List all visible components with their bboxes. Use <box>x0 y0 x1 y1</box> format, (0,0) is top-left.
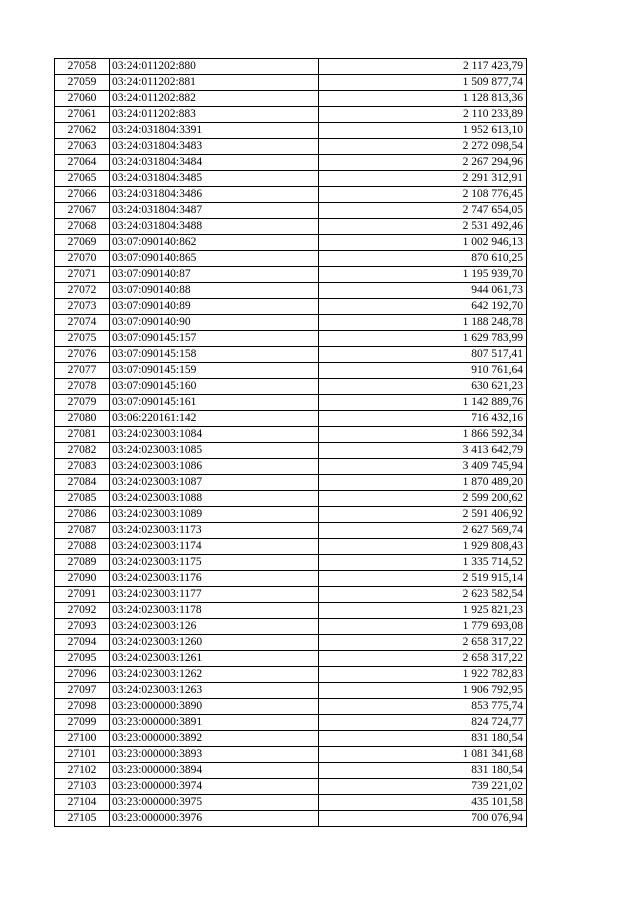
value-cell: 1 002 946,13 <box>319 235 527 251</box>
table-row <box>55 347 527 363</box>
value-cell: 2 117 423,79 <box>319 59 527 75</box>
table-row <box>55 539 527 555</box>
cadastral-number-cell: 03:24:023003:1173 <box>110 523 319 539</box>
table-row <box>55 443 527 459</box>
table-row <box>55 235 527 251</box>
value-cell: 1 779 693,08 <box>319 619 527 635</box>
row-number-cell: 27094 <box>55 635 110 651</box>
row-number-cell: 27085 <box>55 491 110 507</box>
row-number-cell: 27064 <box>55 155 110 171</box>
table-row <box>55 619 527 635</box>
table-row <box>55 555 527 571</box>
cadastral-number-cell: 03:07:090140:89 <box>110 299 319 315</box>
value-cell: 2 108 776,45 <box>319 187 527 203</box>
cadastral-number-cell: 03:06:220161:142 <box>110 411 319 427</box>
cadastral-number-cell: 03:07:090145:157 <box>110 331 319 347</box>
cadastral-number-cell: 03:23:000000:3890 <box>110 699 319 715</box>
table-row <box>55 651 527 667</box>
cadastral-value-table <box>54 58 527 827</box>
table-row <box>55 299 527 315</box>
value-cell: 831 180,54 <box>319 731 527 747</box>
cadastral-number-cell: 03:23:000000:3976 <box>110 811 319 827</box>
value-cell: 824 724,77 <box>319 715 527 731</box>
row-number-cell: 27077 <box>55 363 110 379</box>
table-row <box>55 715 527 731</box>
table-row <box>55 75 527 91</box>
value-cell: 1 866 592,34 <box>319 427 527 443</box>
table-row <box>55 59 527 75</box>
row-number-cell: 27058 <box>55 59 110 75</box>
row-number-cell: 27081 <box>55 427 110 443</box>
row-number-cell: 27082 <box>55 443 110 459</box>
row-number-cell: 27071 <box>55 267 110 283</box>
table-row <box>55 395 527 411</box>
cadastral-number-cell: 03:23:000000:3974 <box>110 779 319 795</box>
value-cell: 739 221,02 <box>319 779 527 795</box>
row-number-cell: 27093 <box>55 619 110 635</box>
cadastral-number-cell: 03:07:090140:88 <box>110 283 319 299</box>
row-number-cell: 27065 <box>55 171 110 187</box>
table-row <box>55 123 527 139</box>
value-cell: 435 101,58 <box>319 795 527 811</box>
table-row <box>55 699 527 715</box>
cadastral-number-cell: 03:24:031804:3391 <box>110 123 319 139</box>
cadastral-number-cell: 03:07:090140:87 <box>110 267 319 283</box>
table-row <box>55 427 527 443</box>
value-cell: 944 061,73 <box>319 283 527 299</box>
row-number-cell: 27105 <box>55 811 110 827</box>
row-number-cell: 27076 <box>55 347 110 363</box>
table-row <box>55 251 527 267</box>
table-row <box>55 523 527 539</box>
table-row <box>55 507 527 523</box>
value-cell: 1 142 889,76 <box>319 395 527 411</box>
table-row <box>55 331 527 347</box>
row-number-cell: 27080 <box>55 411 110 427</box>
row-number-cell: 27063 <box>55 139 110 155</box>
table-row <box>55 795 527 811</box>
value-cell: 2 599 200,62 <box>319 491 527 507</box>
value-cell: 1 922 782,83 <box>319 667 527 683</box>
value-cell: 1 188 248,78 <box>319 315 527 331</box>
value-cell: 3 409 745,94 <box>319 459 527 475</box>
table-row <box>55 283 527 299</box>
cadastral-number-cell: 03:24:011202:882 <box>110 91 319 107</box>
cadastral-number-cell: 03:24:023003:1085 <box>110 443 319 459</box>
cadastral-number-cell: 03:24:031804:3485 <box>110 171 319 187</box>
table-row <box>55 459 527 475</box>
table-row <box>55 779 527 795</box>
value-cell: 700 076,94 <box>319 811 527 827</box>
row-number-cell: 27092 <box>55 603 110 619</box>
row-number-cell: 27089 <box>55 555 110 571</box>
table-row <box>55 811 527 827</box>
value-cell: 2 267 294,96 <box>319 155 527 171</box>
table-row <box>55 155 527 171</box>
cadastral-number-cell: 03:24:023003:1177 <box>110 587 319 603</box>
cadastral-number-cell: 03:07:090145:159 <box>110 363 319 379</box>
row-number-cell: 27101 <box>55 747 110 763</box>
row-number-cell: 27070 <box>55 251 110 267</box>
value-cell: 630 621,23 <box>319 379 527 395</box>
row-number-cell: 27067 <box>55 203 110 219</box>
value-cell: 3 413 642,79 <box>319 443 527 459</box>
table-row <box>55 491 527 507</box>
row-number-cell: 27069 <box>55 235 110 251</box>
row-number-cell: 27097 <box>55 683 110 699</box>
row-number-cell: 27078 <box>55 379 110 395</box>
value-cell: 2 658 317,22 <box>319 651 527 667</box>
row-number-cell: 27068 <box>55 219 110 235</box>
table-row <box>55 219 527 235</box>
value-cell: 716 432,16 <box>319 411 527 427</box>
value-cell: 2 627 569,74 <box>319 523 527 539</box>
cadastral-number-cell: 03:24:031804:3488 <box>110 219 319 235</box>
row-number-cell: 27090 <box>55 571 110 587</box>
value-cell: 2 658 317,22 <box>319 635 527 651</box>
value-cell: 2 519 915,14 <box>319 571 527 587</box>
value-cell: 2 531 492,46 <box>319 219 527 235</box>
value-cell: 2 110 233,89 <box>319 107 527 123</box>
cadastral-number-cell: 03:07:090140:90 <box>110 315 319 331</box>
table-row <box>55 731 527 747</box>
table-row <box>55 171 527 187</box>
table-row <box>55 587 527 603</box>
row-number-cell: 27083 <box>55 459 110 475</box>
cadastral-number-cell: 03:07:090140:862 <box>110 235 319 251</box>
cadastral-number-cell: 03:07:090145:161 <box>110 395 319 411</box>
table-row <box>55 683 527 699</box>
cadastral-number-cell: 03:24:023003:1263 <box>110 683 319 699</box>
cadastral-number-cell: 03:07:090140:865 <box>110 251 319 267</box>
row-number-cell: 27074 <box>55 315 110 331</box>
cadastral-number-cell: 03:24:023003:1260 <box>110 635 319 651</box>
value-cell: 1 128 813,36 <box>319 91 527 107</box>
value-cell: 870 610,25 <box>319 251 527 267</box>
table-row <box>55 363 527 379</box>
table-row <box>55 411 527 427</box>
table-row <box>55 91 527 107</box>
cadastral-number-cell: 03:24:023003:1178 <box>110 603 319 619</box>
value-cell: 853 775,74 <box>319 699 527 715</box>
value-cell: 642 192,70 <box>319 299 527 315</box>
value-cell: 1 952 613,10 <box>319 123 527 139</box>
cadastral-number-cell: 03:24:011202:883 <box>110 107 319 123</box>
row-number-cell: 27066 <box>55 187 110 203</box>
table-row <box>55 107 527 123</box>
table-row <box>55 475 527 491</box>
row-number-cell: 27079 <box>55 395 110 411</box>
value-cell: 2 747 654,05 <box>319 203 527 219</box>
table-row <box>55 747 527 763</box>
value-cell: 1 081 341,68 <box>319 747 527 763</box>
cadastral-number-cell: 03:24:023003:1089 <box>110 507 319 523</box>
cadastral-number-cell: 03:24:023003:1088 <box>110 491 319 507</box>
table-row <box>55 763 527 779</box>
row-number-cell: 27084 <box>55 475 110 491</box>
cadastral-number-cell: 03:07:090145:160 <box>110 379 319 395</box>
cadastral-number-cell: 03:23:000000:3892 <box>110 731 319 747</box>
table-row <box>55 635 527 651</box>
cadastral-number-cell: 03:24:011202:880 <box>110 59 319 75</box>
cadastral-number-cell: 03:24:023003:1084 <box>110 427 319 443</box>
value-cell: 2 291 312,91 <box>319 171 527 187</box>
cadastral-number-cell: 03:24:023003:1176 <box>110 571 319 587</box>
value-cell: 1 195 939,70 <box>319 267 527 283</box>
row-number-cell: 27072 <box>55 283 110 299</box>
row-number-cell: 27103 <box>55 779 110 795</box>
cadastral-number-cell: 03:24:023003:1261 <box>110 651 319 667</box>
value-cell: 2 623 582,54 <box>319 587 527 603</box>
table-row <box>55 139 527 155</box>
value-cell: 1 925 821,23 <box>319 603 527 619</box>
row-number-cell: 27100 <box>55 731 110 747</box>
table-row <box>55 379 527 395</box>
table-row <box>55 571 527 587</box>
table-body <box>55 59 527 827</box>
value-cell: 1 509 877,74 <box>319 75 527 91</box>
row-number-cell: 27086 <box>55 507 110 523</box>
row-number-cell: 27075 <box>55 331 110 347</box>
cadastral-number-cell: 03:24:023003:126 <box>110 619 319 635</box>
cadastral-number-cell: 03:24:031804:3486 <box>110 187 319 203</box>
table-row <box>55 667 527 683</box>
cadastral-number-cell: 03:24:031804:3484 <box>110 155 319 171</box>
row-number-cell: 27060 <box>55 91 110 107</box>
table-row <box>55 267 527 283</box>
row-number-cell: 27102 <box>55 763 110 779</box>
cadastral-number-cell: 03:24:023003:1174 <box>110 539 319 555</box>
value-cell: 910 761,64 <box>319 363 527 379</box>
cadastral-number-cell: 03:24:031804:3487 <box>110 203 319 219</box>
cadastral-number-cell: 03:24:011202:881 <box>110 75 319 91</box>
value-cell: 1 929 808,43 <box>319 539 527 555</box>
row-number-cell: 27059 <box>55 75 110 91</box>
row-number-cell: 27088 <box>55 539 110 555</box>
row-number-cell: 27073 <box>55 299 110 315</box>
row-number-cell: 27104 <box>55 795 110 811</box>
value-cell: 2 272 098,54 <box>319 139 527 155</box>
value-cell: 831 180,54 <box>319 763 527 779</box>
cadastral-number-cell: 03:23:000000:3975 <box>110 795 319 811</box>
value-cell: 1 870 489,20 <box>319 475 527 491</box>
cadastral-number-cell: 03:23:000000:3894 <box>110 763 319 779</box>
table-row <box>55 315 527 331</box>
cadastral-number-cell: 03:24:023003:1086 <box>110 459 319 475</box>
cadastral-number-cell: 03:24:023003:1087 <box>110 475 319 491</box>
cadastral-number-cell: 03:24:023003:1175 <box>110 555 319 571</box>
value-cell: 1 335 714,52 <box>319 555 527 571</box>
value-cell: 2 591 406,92 <box>319 507 527 523</box>
row-number-cell: 27096 <box>55 667 110 683</box>
table-row <box>55 203 527 219</box>
table-row <box>55 187 527 203</box>
row-number-cell: 27061 <box>55 107 110 123</box>
row-number-cell: 27091 <box>55 587 110 603</box>
cadastral-number-cell: 03:23:000000:3891 <box>110 715 319 731</box>
row-number-cell: 27098 <box>55 699 110 715</box>
value-cell: 1 906 792,95 <box>319 683 527 699</box>
value-cell: 807 517,41 <box>319 347 527 363</box>
row-number-cell: 27062 <box>55 123 110 139</box>
cadastral-number-cell: 03:23:000000:3893 <box>110 747 319 763</box>
cadastral-number-cell: 03:24:023003:1262 <box>110 667 319 683</box>
row-number-cell: 27099 <box>55 715 110 731</box>
cadastral-number-cell: 03:24:031804:3483 <box>110 139 319 155</box>
cadastral-number-cell: 03:07:090145:158 <box>110 347 319 363</box>
row-number-cell: 27095 <box>55 651 110 667</box>
table-row <box>55 603 527 619</box>
row-number-cell: 27087 <box>55 523 110 539</box>
value-cell: 1 629 783,99 <box>319 331 527 347</box>
